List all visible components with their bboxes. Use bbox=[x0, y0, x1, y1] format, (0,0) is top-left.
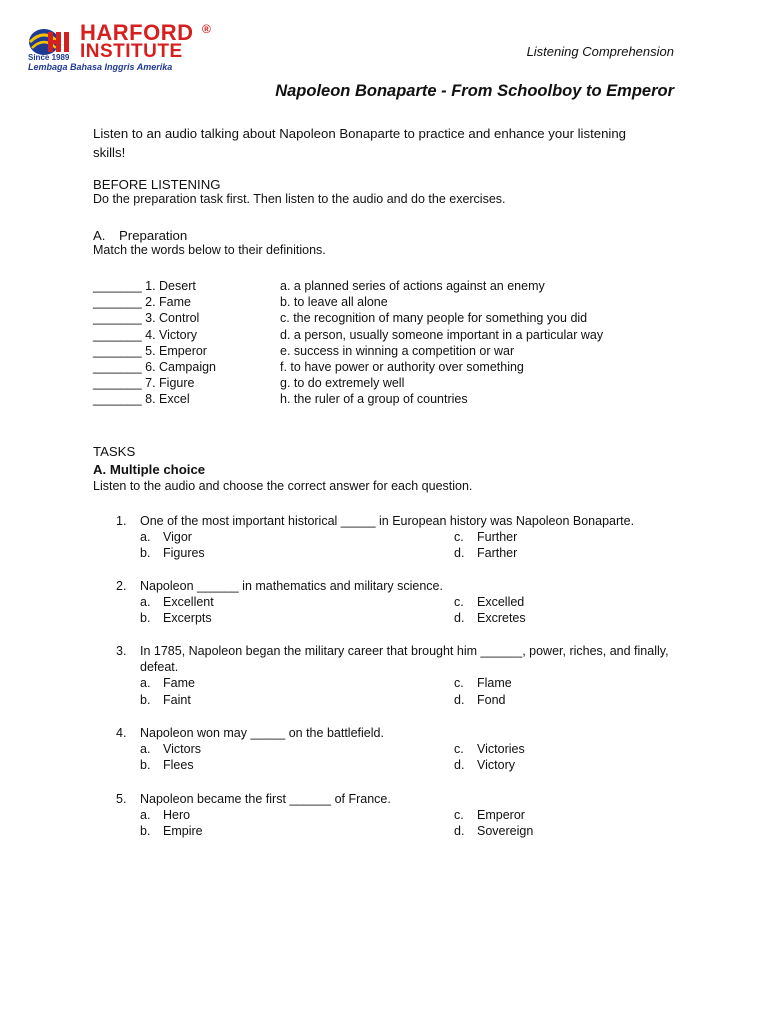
question-number: 1. bbox=[116, 514, 127, 528]
logo-since: Since 1989 bbox=[28, 53, 70, 62]
option-b[interactable] bbox=[140, 823, 454, 839]
option-letter: d. bbox=[454, 692, 465, 707]
match-definition: g. to do extremely well bbox=[280, 376, 405, 391]
option-letter: b. bbox=[140, 546, 151, 561]
option-letter: b. bbox=[140, 758, 151, 773]
option-text: Further bbox=[477, 530, 518, 545]
match-word[interactable]: _______ 4. Victory bbox=[93, 327, 198, 342]
multiple-choice-instruction: Listen to the audio and choose the correct answer for each question. bbox=[93, 479, 473, 493]
logo-registered-mark: ® bbox=[202, 22, 211, 36]
option-b[interactable] bbox=[140, 610, 454, 626]
option-letter: c. bbox=[454, 742, 464, 757]
question-stem: Napoleon ______ in mathematics and military science. bbox=[140, 579, 443, 593]
match-definition: d. a person, usually someone important in a particular way bbox=[280, 327, 604, 342]
match-definition: c. the recognition of many people for something you did bbox=[280, 311, 588, 326]
option-text: Fame bbox=[163, 676, 195, 691]
match-row bbox=[93, 327, 653, 343]
option-a[interactable] bbox=[140, 529, 454, 545]
option-text: Vigor bbox=[163, 530, 192, 545]
option-text: Victors bbox=[163, 742, 201, 757]
option-text: Fond bbox=[477, 692, 506, 707]
option-b[interactable] bbox=[140, 545, 454, 561]
question-1 bbox=[116, 513, 676, 562]
option-text: Flees bbox=[163, 758, 194, 773]
match-row bbox=[93, 375, 653, 391]
option-c[interactable] bbox=[454, 741, 654, 757]
option-a[interactable] bbox=[140, 807, 454, 823]
option-d[interactable] bbox=[454, 823, 654, 839]
option-text: Faint bbox=[163, 692, 191, 707]
match-word[interactable]: _______ 8. Excel bbox=[93, 392, 190, 407]
option-letter: b. bbox=[140, 692, 151, 707]
option-letter: a. bbox=[140, 676, 151, 691]
match-word[interactable]: _______ 1. Desert bbox=[93, 279, 196, 293]
match-word[interactable]: _______ 2. Fame bbox=[93, 295, 191, 310]
option-a[interactable] bbox=[140, 741, 454, 757]
match-definition: h. the ruler of a group of countries bbox=[280, 392, 468, 407]
option-letter: b. bbox=[140, 824, 151, 839]
option-letter: a. bbox=[140, 808, 151, 823]
harford-logo bbox=[26, 22, 226, 76]
match-word[interactable]: _______ 6. Campaign bbox=[93, 359, 217, 374]
option-c[interactable] bbox=[454, 675, 654, 691]
option-letter: d. bbox=[454, 546, 465, 561]
logo-brand-name: HARFORD bbox=[80, 20, 194, 45]
match-definition: f. to have power or authority over something bbox=[280, 359, 524, 374]
option-a[interactable] bbox=[140, 675, 454, 691]
option-letter: d. bbox=[454, 611, 465, 626]
option-letter: b. bbox=[140, 611, 151, 626]
question-5 bbox=[116, 791, 676, 840]
question-stem: Napoleon won may _____ on the battlefield. bbox=[140, 726, 384, 740]
match-definition: e. success in winning a competition or war bbox=[280, 343, 515, 358]
preparation-letter: A. bbox=[93, 228, 106, 243]
match-definition: a. a planned series of actions against an enemy bbox=[280, 279, 545, 293]
question-4 bbox=[116, 725, 676, 774]
preparation-title: Preparation bbox=[119, 228, 188, 243]
option-letter: a. bbox=[140, 742, 151, 757]
preparation-section bbox=[93, 228, 326, 257]
option-letter: c. bbox=[454, 676, 464, 691]
option-text: Sovereign bbox=[477, 824, 534, 839]
tasks-heading: TASKS bbox=[93, 444, 136, 459]
option-text: Excretes bbox=[477, 611, 526, 626]
option-d[interactable] bbox=[454, 610, 654, 626]
option-c[interactable] bbox=[454, 529, 654, 545]
option-text: Figures bbox=[163, 546, 205, 561]
question-stem: In 1785, Napoleon began the military career that brought him ______, power, riches, and finally, defeat. bbox=[140, 644, 669, 675]
preparation-heading bbox=[93, 228, 326, 243]
option-b[interactable] bbox=[140, 757, 454, 773]
option-text: Empire bbox=[163, 824, 203, 839]
option-text: Hero bbox=[163, 808, 191, 823]
page-title: Napoleon Bonaparte - From Schoolboy to Emperor bbox=[275, 82, 674, 100]
question-2 bbox=[116, 578, 676, 627]
matching-exercise bbox=[93, 278, 653, 408]
match-word[interactable]: _______ 7. Figure bbox=[93, 376, 195, 391]
option-letter: d. bbox=[454, 824, 465, 839]
intro-paragraph: Listen to an audio talking about Napoleon Bonaparte to practice and enhance your listening skills! bbox=[93, 126, 627, 160]
match-row bbox=[93, 391, 653, 407]
match-row bbox=[93, 310, 653, 326]
before-listening-heading: BEFORE LISTENING bbox=[93, 177, 221, 192]
option-text: Flame bbox=[477, 676, 512, 691]
option-letter: a. bbox=[140, 595, 151, 610]
match-word[interactable]: _______ 3. Control bbox=[93, 311, 200, 326]
question-number: 2. bbox=[116, 579, 127, 593]
option-c[interactable] bbox=[454, 594, 654, 610]
option-letter: c. bbox=[454, 595, 464, 610]
option-d[interactable] bbox=[454, 757, 654, 773]
question-3 bbox=[116, 643, 676, 708]
match-row bbox=[93, 343, 653, 359]
logo-brand-name-line2: INSTITUTE bbox=[80, 41, 183, 62]
option-letter: d. bbox=[454, 758, 465, 773]
option-text: Victory bbox=[477, 758, 515, 773]
option-letter: c. bbox=[454, 530, 464, 545]
question-stem: One of the most important historical _____ in European history was Napoleon Bonaparte. bbox=[140, 514, 635, 528]
before-listening-section bbox=[93, 177, 506, 206]
preparation-instruction: Match the words below to their definitions. bbox=[93, 243, 326, 257]
match-row bbox=[93, 359, 653, 375]
question-number: 3. bbox=[116, 644, 127, 658]
match-row bbox=[93, 294, 653, 310]
match-row bbox=[93, 278, 653, 294]
option-c[interactable] bbox=[454, 807, 654, 823]
match-word[interactable]: _______ 5. Emperor bbox=[93, 343, 207, 358]
option-d[interactable] bbox=[454, 692, 654, 708]
question-stem: Napoleon became the first ______ of France. bbox=[140, 792, 391, 806]
question-number: 4. bbox=[116, 726, 127, 740]
option-b[interactable] bbox=[140, 692, 454, 708]
section-label: Listening Comprehension bbox=[526, 44, 674, 59]
option-text: Emperor bbox=[477, 808, 525, 823]
option-letter: a. bbox=[140, 530, 151, 545]
option-text: Farther bbox=[477, 546, 518, 561]
option-text: Victories bbox=[477, 742, 525, 757]
match-definition: b. to leave all alone bbox=[280, 295, 388, 310]
question-number: 5. bbox=[116, 792, 127, 806]
option-letter: c. bbox=[454, 808, 464, 823]
before-listening-instruction: Do the preparation task first. Then listen to the audio and do the exercises. bbox=[93, 192, 506, 206]
option-a[interactable] bbox=[140, 594, 454, 610]
logo-tagline: Lembaga Bahasa Inggris Amerika bbox=[28, 62, 173, 72]
option-text: Excellent bbox=[163, 595, 214, 610]
option-text: Excerpts bbox=[163, 611, 212, 626]
option-d[interactable] bbox=[454, 545, 654, 561]
multiple-choice-heading: A. Multiple choice bbox=[93, 462, 206, 477]
option-text: Excelled bbox=[477, 595, 525, 610]
